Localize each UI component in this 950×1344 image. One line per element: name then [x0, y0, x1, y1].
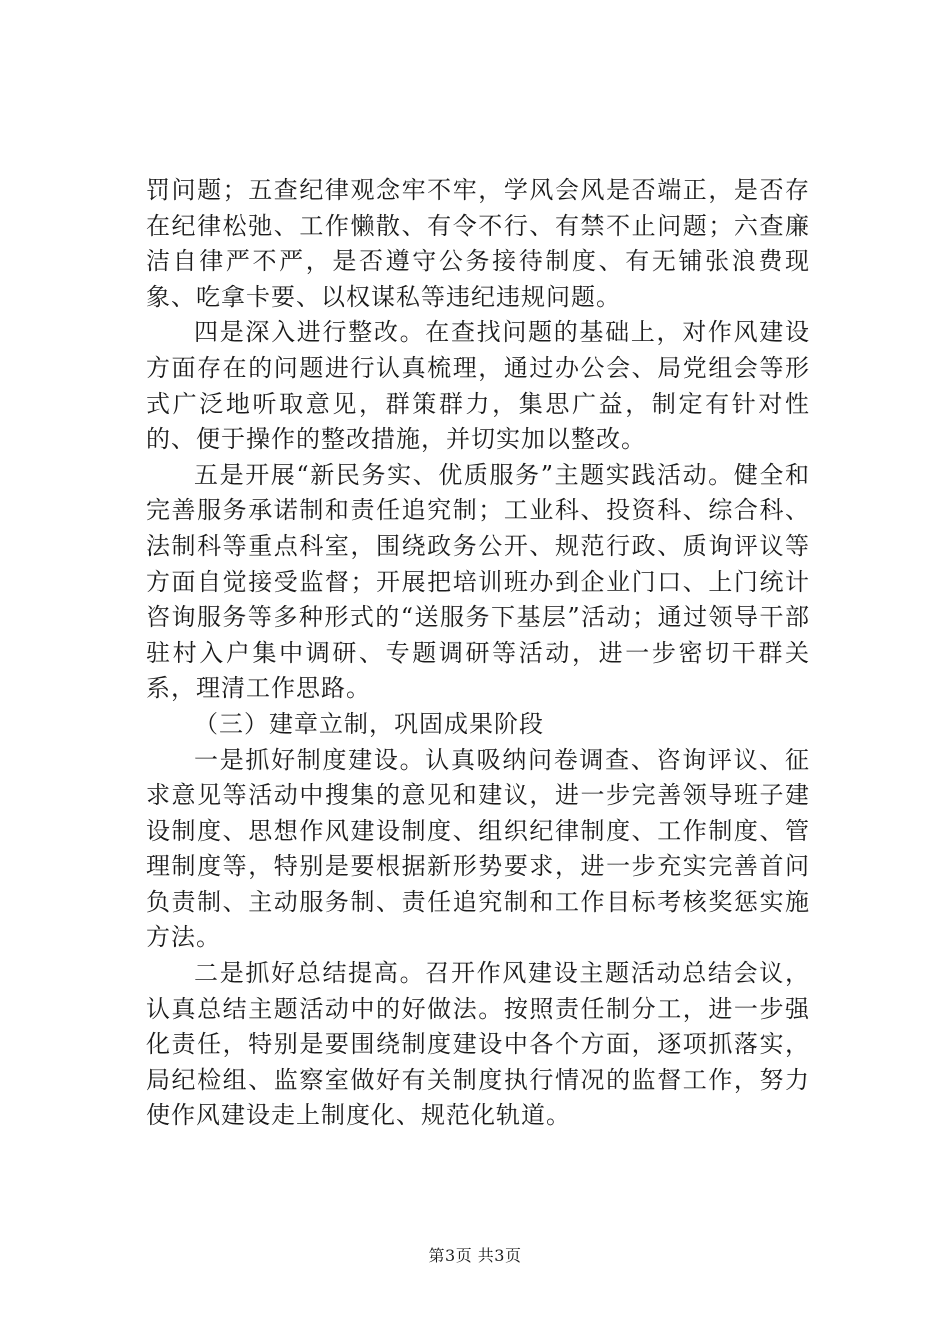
paragraph-system-building: 一是抓好制度建设。认真吸纳问卷调查、咨询评议、征求意见等活动中搜集的意见和建议，进一步完善领导班子建设制度、思想作风建设制度、组织纪律制度、工作制度、管理制度等，特别是要根据新形势要求，进一步充实完善首问负责制、主动服务制、责任追究制和工作目标考核奖惩实施方法。 [146, 745, 810, 952]
paragraph-summary-improvement: 二是抓好总结提高。召开作风建设主题活动总结会议，认真总结主题活动中的好做法。按照责任制分工，进一步强化责任，特别是要围绕制度建设中各个方面，逐项抓落实，局纪检组、监察室做好有关制度执行情况的监督工作，努力使作风建设走上制度化、规范化轨道。 [146, 959, 810, 1130]
section-heading-stage-three: （三）建章立制，巩固成果阶段 [194, 709, 544, 738]
paragraph-rectification: 四是深入进行整改。在查找问题的基础上，对作风建设方面存在的问题进行认真梳理，通过办公会、局党组会等形式广泛地听取意见，群策群力，集思广益，制定有针对性的、便于操作的整改措施，并切实加以整改。 [146, 318, 810, 454]
paragraph-practice-activity: 五是开展“新民务实、优质服务”主题实践活动。健全和完善服务承诺制和责任追究制；工业科、投资科、综合科、法制科等重点科室，围绕政务公开、规范行政、质询评议等方面自觉接受监督；开展把培训班办到企业门口、上门统计咨询服务等多种形式的“送服务下基层”活动；通过领导干部驻村入户集中调研、专题调研等活动，进一步密切干群关系，理清工作思路。 [146, 460, 810, 703]
document-body [146, 173, 810, 1134]
paragraph-continuation: 罚问题；五查纪律观念牢不牢，学风会风是否端正，是否存在纪律松弛、工作懒散、有令不行、有禁不止问题；六查廉洁自律严不严，是否遵守公务接待制度、有无铺张浪费现象、吃拿卡要、以权谋私等违纪违规问题。 [146, 176, 810, 311]
page-number-footer: 第3页 共3页 [428, 1246, 522, 1265]
